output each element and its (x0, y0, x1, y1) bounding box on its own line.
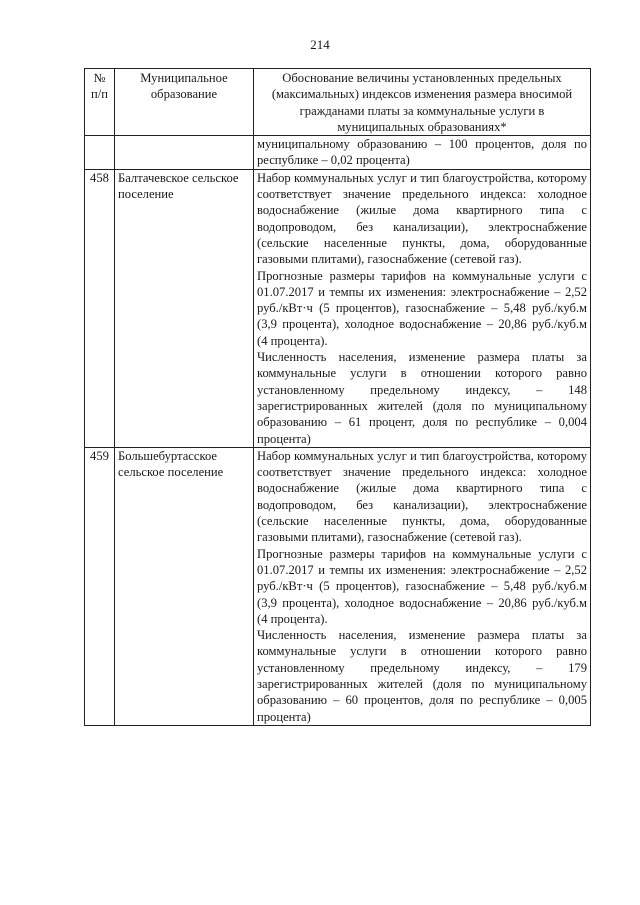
continuation-text: муниципальному образованию – 100 процентов, доля по республике – 0,02 процента) (257, 137, 587, 168)
justification-paragraph-population: Численность населения, изменение размера платы за коммунальные услуги в отношении которого равно установленному предельному индексу, – 148 зарегистрированных жителей (доля по муниципальному образованию – 61 процент, доля по республике – 0,004 процента) (257, 350, 587, 446)
header-municipality: Муниципальное образование (115, 69, 254, 136)
row-justification (254, 169, 591, 447)
table-header-row (85, 69, 591, 136)
row-number: 459 (85, 447, 115, 725)
header-number: № п/п (85, 69, 115, 136)
justification-paragraph-tariffs: Прогнозные размеры тарифов на коммунальные услуги с 01.07.2017 и темпы их изменения: электроснабжение – 2,52 руб./кВт·ч (5 процентов), газоснабжение – 5,48 руб./куб.м (3,9 процента), холодное водоснабжение – 20,86 руб./куб.м (4 процента). (257, 546, 587, 626)
header-justification: Обоснование величины установленных предельных (максимальных) индексов изменения размера вносимой гражданами платы за коммунальные услуги в муниципальных образованиях* (254, 69, 591, 136)
justification-paragraph-services: Набор коммунальных услуг и тип благоустройства, которому соответствует значение предельного индекса: холодное водоснабжение (жилые дома квартирного типа с водопроводом, без канализации), электроснабжение (сельские населенные пункты, дома, оборудованные газовыми плитами), газоснабжение (сетевой газ). (257, 448, 587, 545)
row-municipality: Балтачевское сельское поселение (115, 169, 254, 447)
continuation-justification-cell (254, 136, 591, 170)
row-municipality: Большебуртасское сельское поселение (115, 447, 254, 725)
justification-paragraph-tariffs: Прогнозные размеры тарифов на коммунальные услуги с 01.07.2017 и темпы их изменения: электроснабжение – 2,52 руб./кВт·ч (5 процентов), газоснабжение – 5,48 руб./куб.м (3,9 процента), холодное водоснабжение – 20,86 руб./куб.м (4 процента). (257, 268, 587, 348)
justification-paragraph-population: Численность населения, изменение размера платы за коммунальные услуги в отношении которого равно установленному предельному индексу, – 179 зарегистрированных жителей (доля по муниципальному образованию – 60 процентов, доля по республике – 0,005 процента) (257, 628, 587, 724)
continuation-number-cell (85, 136, 115, 170)
table-row-continuation (85, 136, 591, 170)
table-row (85, 447, 591, 725)
continuation-municipality-cell (115, 136, 254, 170)
row-number: 458 (85, 169, 115, 447)
page-number: 214 (310, 37, 330, 52)
municipal-index-table (84, 68, 591, 726)
table-row (85, 169, 591, 447)
justification-paragraph-services: Набор коммунальных услуг и тип благоустройства, которому соответствует значение предельного индекса: холодное водоснабжение (жилые дома квартирного типа с водопроводом, без канализации), электроснабжение (сельские населенные пункты, дома, оборудованные газовыми плитами), газоснабжение (сетевой газ). (257, 170, 587, 267)
row-justification (254, 447, 591, 725)
